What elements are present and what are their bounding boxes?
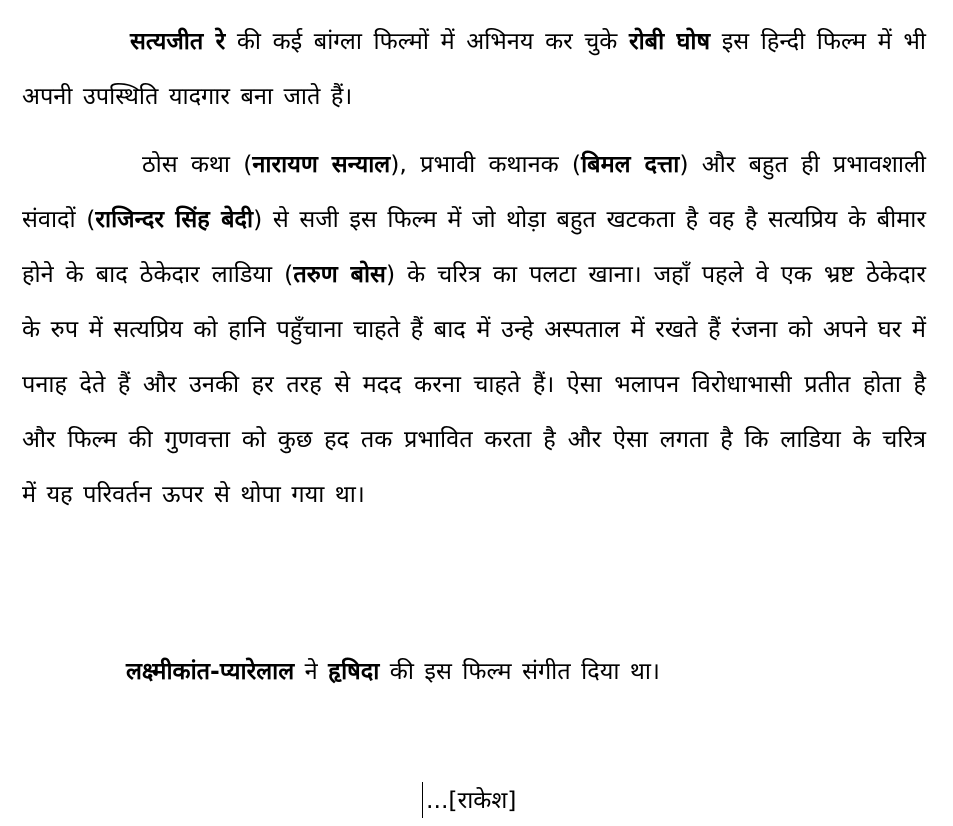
paragraph-story-critique (22, 137, 926, 522)
bold-name: तरुण बोस (293, 260, 386, 288)
body-text: इस हिन्दी फिल्म में भी अपनी उपस्थिति यादगार बना जाते हैं। (22, 27, 926, 110)
body-text: ) से सजी इस फिल्म में जो थोड़ा बहुत खटकता है वह है सत्यप्रिय के बीमार होने के बाद ठेकेदार लाडिया ( (22, 205, 926, 288)
bold-name: बिमल दत्ता (581, 150, 680, 178)
bold-name: रोबी घोष (628, 27, 711, 55)
body-text: ), प्रभावी कथानक ( (390, 150, 582, 178)
body-text: ने (294, 657, 329, 685)
paragraph-music (22, 644, 926, 699)
author-signature: ...[राकेश] (422, 782, 516, 818)
body-text: की इस फिल्म संगीत दिया था। (379, 657, 660, 685)
bold-name: नारायण सन्याल (252, 150, 391, 178)
body-text: ) के चरित्र का पलटा खाना। जहाँ पहले वे एक भ्रष्ट ठेकेदार के रुप में सत्यप्रिय को हानि पहुँचाना चाहते हैं बाद में उन्हे अस्पताल में रखते हैं रंजना को अपने घर में पनाह देते हैं और उनकी हर तरह से मदद करना चाहते हैं। ऐसा भलापन विरोधाभासी प्रतीत होता है और फिल्म की गुणवत्ता को कुछ हद तक प्रभावित करता है और ऐसा लगता है कि लाडिया के चरित्र में यह परिवर्तन ऊपर से थोपा गया था। (22, 260, 926, 508)
bold-name: सत्यजीत रे (130, 27, 226, 55)
body-text: की कई बांग्ला फिल्मों में अभिनय कर चुके (225, 27, 629, 55)
paragraph-robi-ghosh (22, 14, 926, 124)
bold-name: राजिन्दर सिंह बेदी (95, 205, 254, 233)
body-text: ) और बहुत ही प्रभावशाली संवादों ( (22, 150, 927, 233)
bold-name: हृषिदा (328, 657, 380, 685)
body-text: ठोस कथा ( (142, 150, 253, 178)
bold-name: लक्ष्मीकांत-प्यारेलाल (126, 657, 295, 685)
